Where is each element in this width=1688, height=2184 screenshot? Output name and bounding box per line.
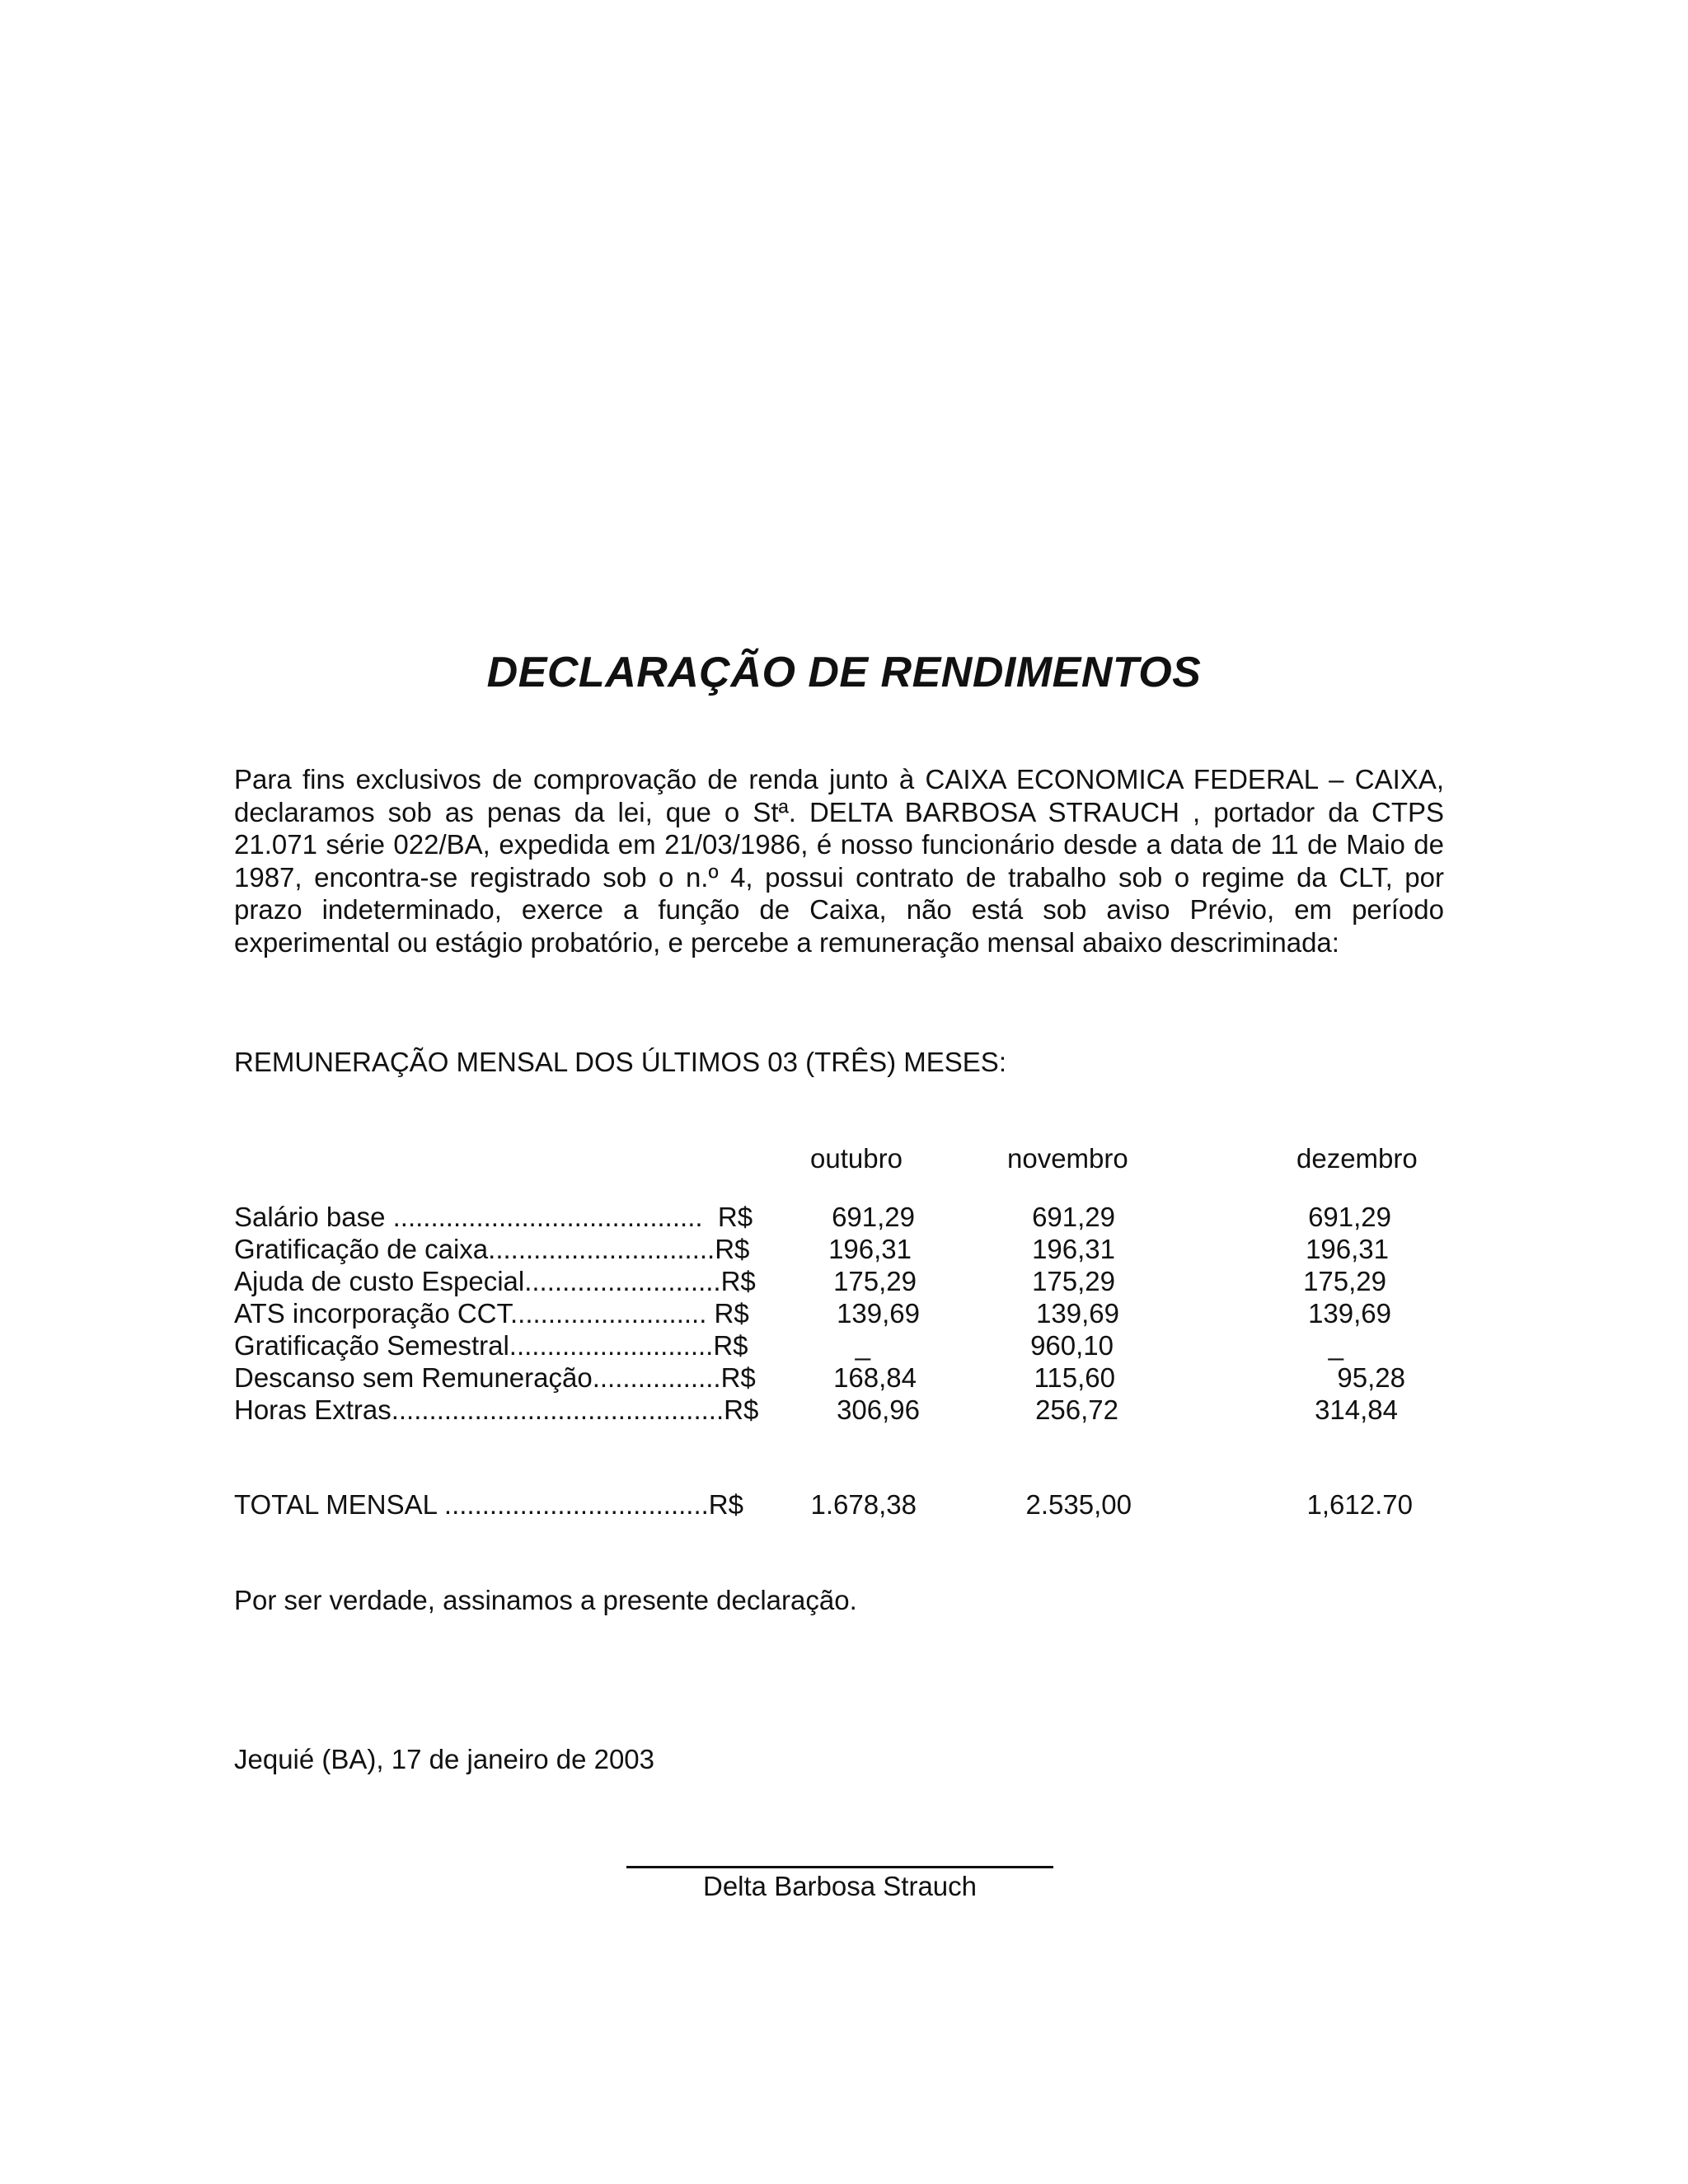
signature-name: Delta Barbosa Strauch [702, 1871, 977, 1901]
cell-horas-extras-novembro: 256,72 [1035, 1394, 1118, 1425]
row-label-gratificacao-caixa: Gratificação de caixa..............................R$ [234, 1234, 750, 1264]
row-label-gratificacao-semestral: Gratificação Semestral...........................R$ [234, 1330, 748, 1361]
row-label-ats-incorporacao: ATS incorporação CCT.......................... R$ [234, 1298, 749, 1329]
column-header-outubro: outubro [810, 1143, 903, 1174]
cell-horas-extras-outubro: 306,96 [837, 1394, 920, 1425]
cell-horas-extras-dezembro: 314,84 [1315, 1394, 1398, 1425]
cell-ats-incorporacao-dezembro: 139,69 [1308, 1298, 1391, 1329]
total-outubro: 1.678,38 [810, 1489, 917, 1520]
cell-ajuda-custo-outubro: 175,29 [833, 1266, 917, 1296]
cell-salario-base-novembro: 691,29 [1032, 1202, 1115, 1232]
place-date: Jequié (BA), 17 de janeiro de 2003 [234, 1744, 655, 1774]
cell-descanso-outubro: 168,84 [833, 1362, 917, 1393]
cell-ajuda-custo-dezembro: 175,29 [1303, 1266, 1386, 1296]
cell-ats-incorporacao-outubro: 139,69 [837, 1298, 920, 1329]
cell-descanso-novembro: 115,60 [1034, 1362, 1115, 1393]
cell-gratificacao-semestral-dezembro: _ [1328, 1330, 1343, 1361]
total-label: TOTAL MENSAL ...................................R$ [234, 1489, 743, 1520]
cell-gratificacao-caixa-novembro: 196,31 [1032, 1234, 1115, 1264]
cell-salario-base-outubro: 691,29 [832, 1202, 915, 1232]
cell-salario-base-dezembro: 691,29 [1308, 1202, 1391, 1232]
document-title: DECLARAÇÃO DE RENDIMENTOS [486, 649, 1202, 696]
total-dezembro: 1,612.70 [1306, 1489, 1413, 1520]
column-header-novembro: novembro [1007, 1143, 1128, 1174]
declaration-paragraph: Para fins exclusivos de comprovação de renda junto à CAIXA ECONOMICA FEDERAL – CAIXA, declaramos sob as penas da lei, que o Stª. DELTA BARBOSA STRAUCH , portador da CTPS 21.071 série 022/BA, expedida em 21/03/1986, é nosso funcionário desde a data de 11 de Maio de 1987, encontra-se registrado sob o n.º 4, possui contrato de trabalho sob o regime da CLT, por prazo indeterminado, exerce a função de Caixa, não está sob aviso Prévio, em período experimental ou estágio probatório, e percebe a remuneração mensal abaixo descriminada: [234, 764, 1444, 958]
row-label-salario-base: Salário base ......................................... R$ [234, 1202, 753, 1232]
cell-ajuda-custo-novembro: 175,29 [1032, 1266, 1115, 1296]
row-label-descanso-sem-remuneracao: Descanso sem Remuneração.................R$ [234, 1362, 756, 1393]
section-heading: REMUNERAÇÃO MENSAL DOS ÚLTIMOS 03 (TRÊS) MESES: [234, 1047, 1006, 1077]
cell-gratificacao-caixa-dezembro: 196,31 [1306, 1234, 1389, 1264]
total-novembro: 2.535,00 [1025, 1489, 1132, 1520]
cell-ats-incorporacao-novembro: 139,69 [1036, 1298, 1119, 1329]
cell-gratificacao-caixa-outubro: 196,31 [828, 1234, 912, 1264]
signature-line [626, 1866, 1053, 1868]
cell-gratificacao-semestral-outubro: _ [855, 1330, 870, 1361]
column-header-dezembro: dezembro [1296, 1143, 1418, 1174]
row-label-ajuda-custo: Ajuda de custo Especial..........................R$ [234, 1266, 756, 1296]
cell-descanso-dezembro: 95,28 [1337, 1362, 1405, 1393]
row-label-horas-extras: Horas Extras............................................R$ [234, 1394, 759, 1425]
cell-gratificacao-semestral-novembro: 960,10 [1030, 1330, 1114, 1361]
closing-statement: Por ser verdade, assinamos a presente declaração. [234, 1585, 857, 1615]
